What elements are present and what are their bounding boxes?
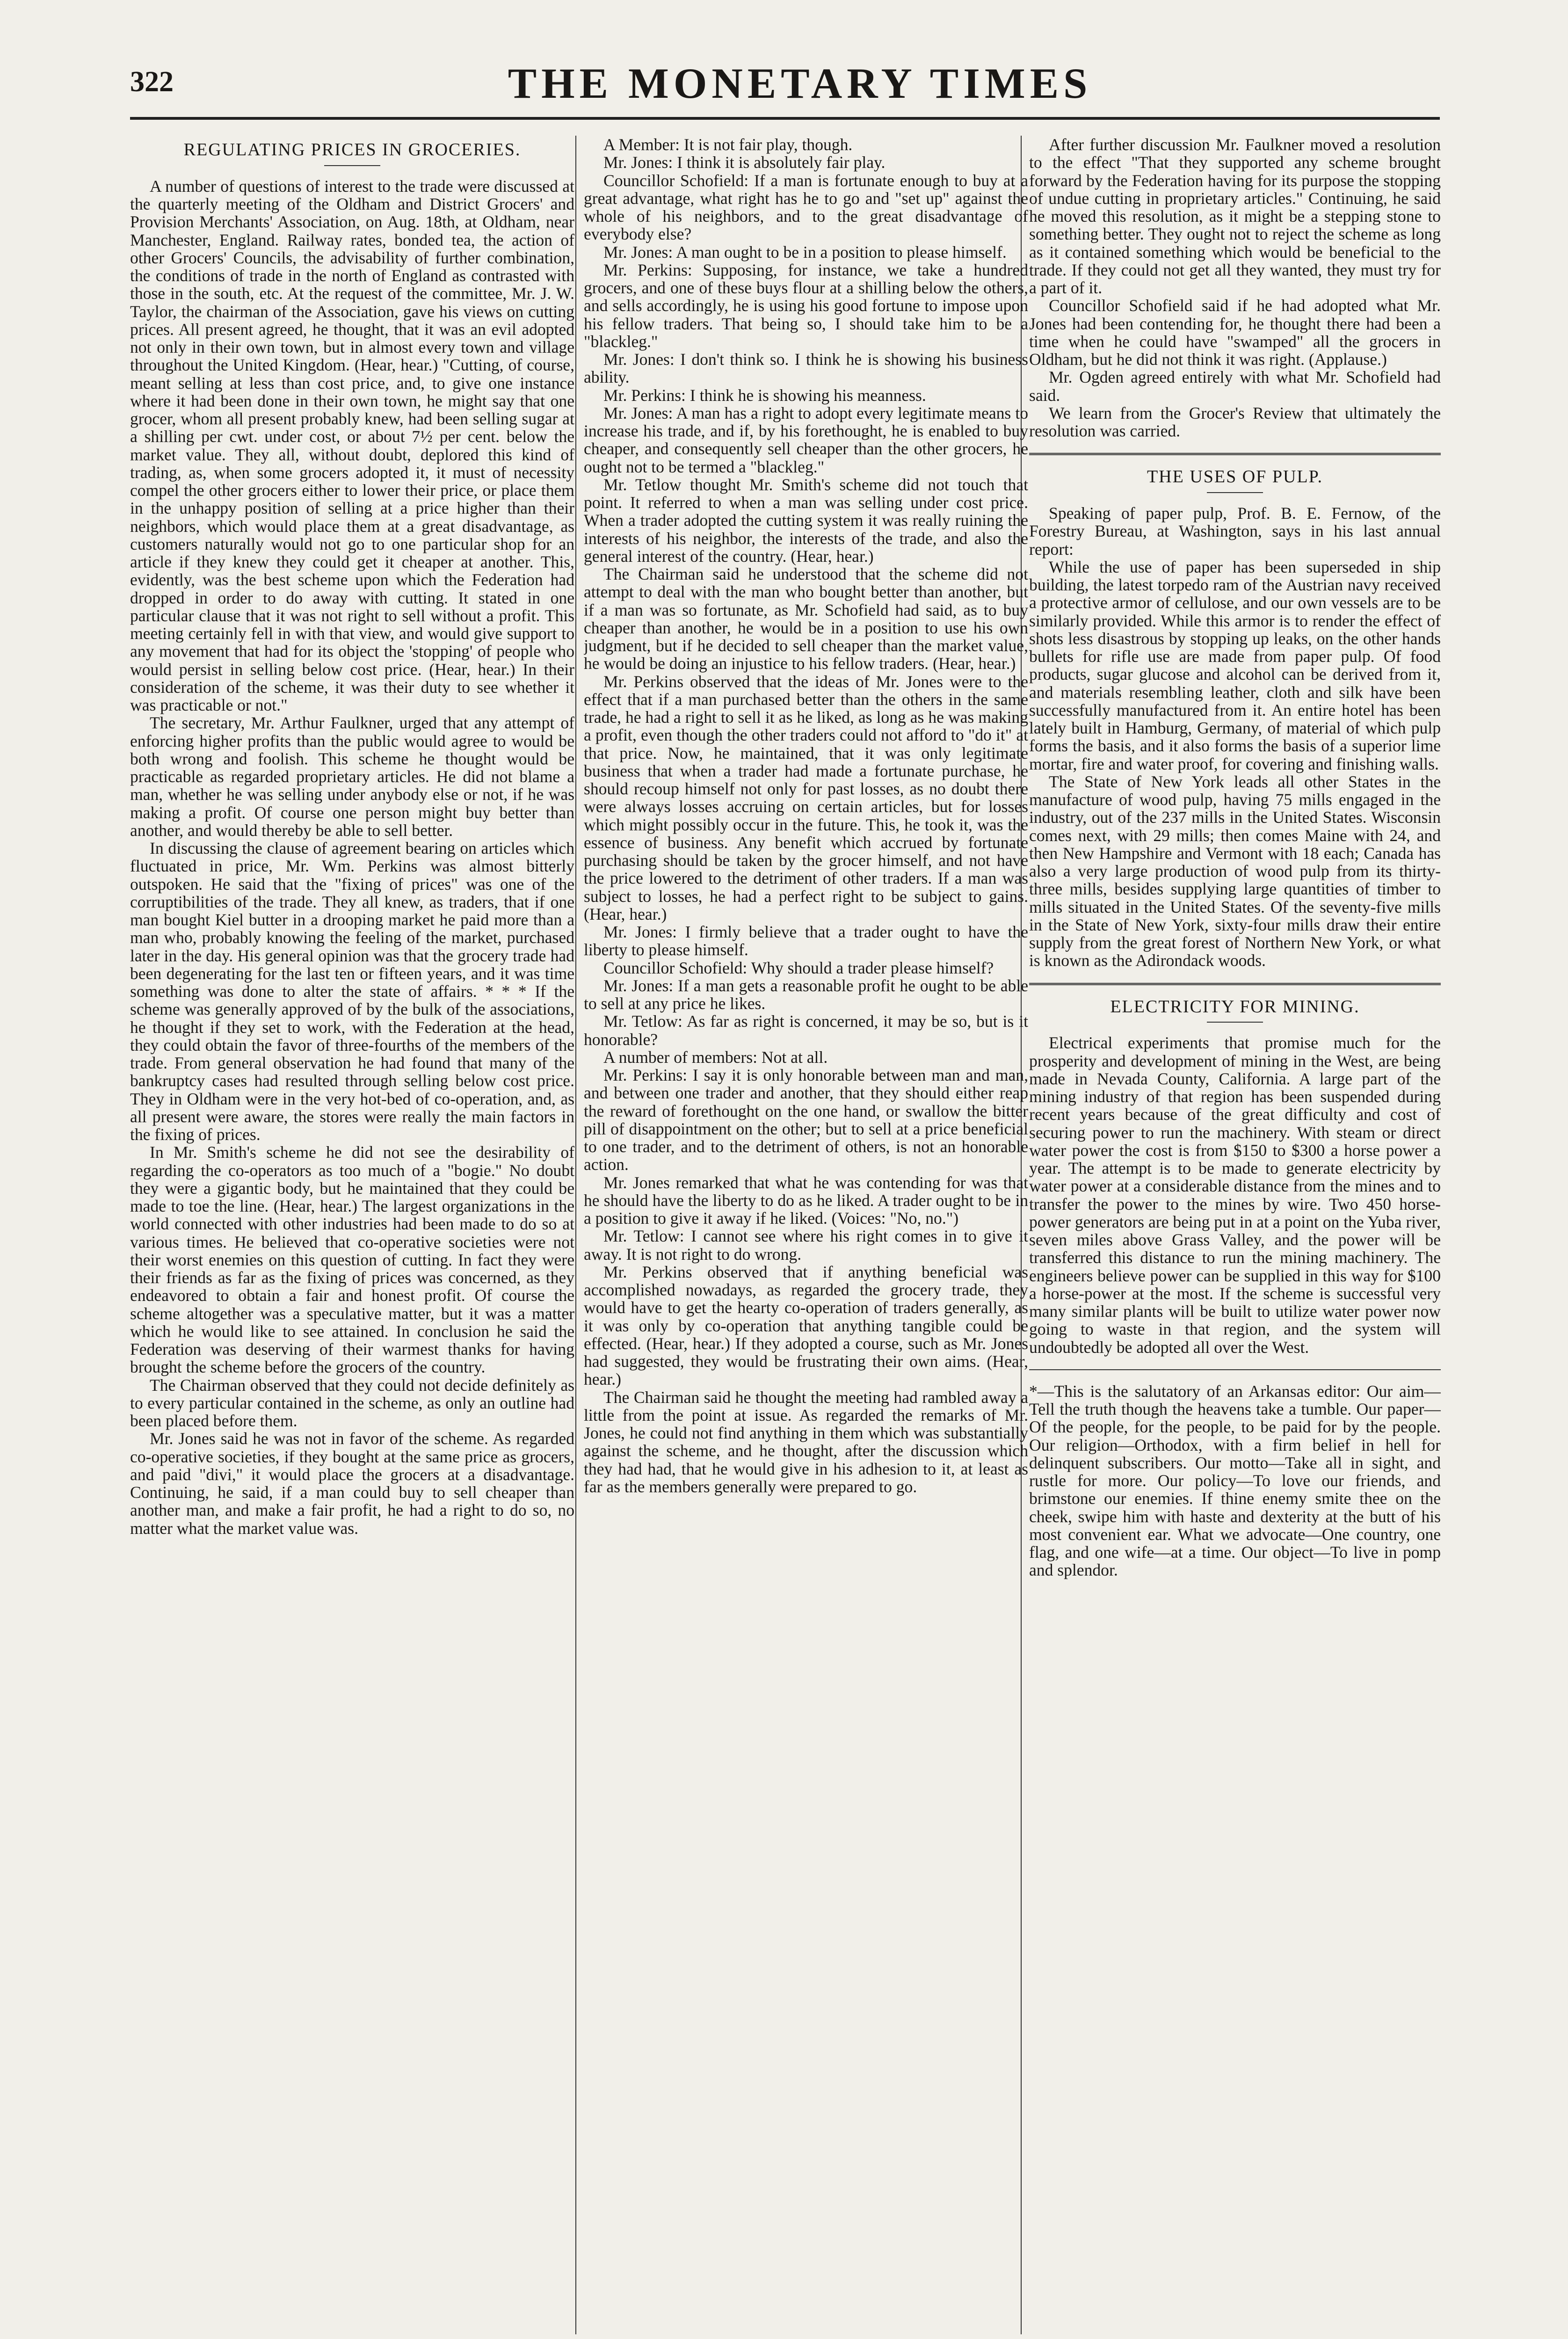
article-paragraph: Mr. Jones: I don't think so. I think he is showing his business ability. [584,350,1028,387]
article-paragraph: The Chairman observed that they could not decide definitely as to every particular contained in the scheme, as only an outline had been placed before them. [130,1375,574,1431]
column-1 [130,136,574,2339]
article-paragraph: Mr. Ogden agreed entirely with what Mr. Schofield had said. [1029,368,1441,405]
headline-rule [1207,492,1263,493]
page-number: 322 [130,66,174,98]
article-paragraph: The Chairman said he understood that the scheme did not attempt to deal with the man who bought better than another, but if a man was so fortunate, as Mr. Schofield had said, as to buy cheaper than another, he would be in a position to use his own judgment, but if he decided to sell cheaper than the market value, he would be doing an injustice to his fellow traders. (Hear, hear.) [584,565,1028,673]
article-paragraph: Mr. Perkins: I say it is only honorable between man and man, and between one trader and another, that they should either reap the reward of forethought on the one hand, or swallow the bitter pill of disappointment on the other; but to sell at a price beneficial to one trader, and to the detriment of others, is not an honorable action. [584,1066,1028,1174]
article-paragraph: A number of questions of interest to the trade were discussed at the quarterly meeting of the Oldham and District Grocers' and Provision Merchants' Association, on Aug. 18th, at Oldham, near Manchester, England. Railway rates, bonded tea, the action of other Grocers' Councils, the advisability of further combination, the conditions of trade in the north of England as contrasted with those in the south, etc. At the request of the committee, Mr. J. W. Taylor, the chairman of the Association, gave his views on cutting prices. All present agreed, he thought, that it was an evil adopted not only in their own town, but in almost every town and village throughout the United Kingdom. (Hear, hear.) "Cutting, of course, meant selling at less than cost price, and, to give one instance where it had been done in their own town, he might say that one grocer, whom all present probably knew, had been selling sugar at a shilling per cwt. under cost, or about 7½ per cent. below the market value. They all, without doubt, deplored this kind of trading, as, when some grocers adopted it, it must of necessity compel the other grocers either to lower their price, or place them in the unhappy position of selling at a price higher than their neighbors, which would place them at a great disadvantage, as customers naturally would not go to one particular shop for an article if they knew they could get it cheaper at another. This, evidently, was the best scheme upon which the Federation had dropped in order to do away with cutting. It stated in one particular clause that it was not right to sell without a profit. This meeting certainly fell in with that view, and would give support to any movement that had for its object the 'stopping' of people who would persist in selling below cost price. (Hear, hear.) In their consideration of the scheme, it was their duty to see whether it was practicable or not." [130,176,574,715]
masthead-rule [130,117,1440,120]
article-paragraph: Councillor Schofield: If a man is fortunate enough to buy at a great advantage, what right has he to go and "set up" against the whole of his neighbors, and to the great disadvantage of everybody else? [584,171,1028,244]
masthead-title: THE MONETARY TIMES [508,59,1092,107]
article-paragraph: Councillor Schofield said if he had adopted what Mr. Jones had been contending for, he thought there had been a time when he could have "swamped" all the grocers in Oldham, but he did not think it was right. (Applause.) [1029,296,1441,369]
article-paragraph: Mr. Jones: I think it is absolutely fair play. [603,153,886,172]
headline-rule [324,165,380,166]
column-3 [1029,136,1441,2339]
article-paragraph: Electrical experiments that promise much for the prosperity and development of mining in the West, are being made in Nevada County, California. A large part of the mining industry of that region has been suspended during recent years because of the great difficulty and cost of securing power to run the machinery. With steam or direct water power the cost is from $150 to $300 a horse power a year. The attempt is to be made to generate electricity by water power at a considerable distance from the mines and to transfer the power to the mines by wire. Two 450 horse-power generators are being put in at a point on the Yuba river, seven miles above Grass Valley, and the power will be transferred this distance to run the mining machinery. The engineers believe power can be supplied in this way for $100 a horse-power at the most. If the scheme is successful very many similar plants will be built to utilize water power now going to waste in that region, and the system will undoubtedly be adopted all over the West. [1029,1033,1441,1357]
section-divider [1029,983,1441,985]
article-headline: REGULATING PRICES IN GROCERIES. [183,140,521,160]
article-headline: THE USES OF PULP. [1147,467,1323,487]
article-paragraph: Mr. Jones remarked that what he was contending for was that he should have the liberty to do as he liked. A trader ought to be in a position to give it away if he liked. (Voices: "No, no.") [584,1173,1028,1228]
article-paragraph: Mr. Jones said he was not in favor of the scheme. As regarded co-operative societies, if they bought at the same price as grocers, and paid "divi," it would place the grocers at a disadvantage. Continuing, he said, if a man could buy to sell cheaper than another man, and make a fair profit, he had a right to do so, no matter what the market value was. [130,1429,574,1538]
headline-rule [1207,1022,1263,1023]
section-divider [1029,453,1441,455]
article-paragraph: While the use of paper has been superseded in ship building, the latest torpedo ram of the Austrian navy received a protective armor of cellulose, and our own vessels are to be similarly provided. While this armor is to render the effect of shots less disastrous by stopping up leaks, on the other hands bullets for rifle use are made from paper pulp. Of food products, sugar glucose and alcohol can be derived from it, and materials resembling leather, cloth and silk have been successfully manufactured from it. An entire hotel has been lately built in Hamburg, Germany, of material of which pulp forms the basis, and it also forms the basis of a superior lime mortar, fire and water proof, for covering and finishing walls. [1029,557,1441,773]
article-paragraph: Mr. Jones: I firmly believe that a trader ought to have the liberty to please himself. [584,923,1028,959]
article-paragraph: Mr. Jones: A man has a right to adopt every legitimate means to increase his trade, and if, by his forethought, he is enabled to buy cheaper, and consequently sell cheaper than the other grocers, he ought not to be termed a "blackleg." [584,403,1028,476]
article-paragraph: Mr. Tetlow: As far as right is concerned, it may be so, but is it honorable? [584,1012,1028,1049]
article-paragraph: A number of members: Not at all. [603,1047,828,1067]
article-paragraph: Mr. Jones: A man ought to be in a position to please himself. [603,242,1007,262]
article-paragraph: Councillor Schofield: Why should a trader please himself? [603,958,994,977]
column-divider [575,136,576,2334]
article-paragraph: Mr. Perkins: I think he is showing his meanness. [603,385,926,405]
article-paragraph: We learn from the Grocer's Review that ultimately the resolution was carried. [1029,403,1441,440]
article-paragraph: The Chairman said he thought the meeting had rambled away a little from the point at issue. As regarded the remarks of Mr. Jones, he could not find anything in them which was substantially against the scheme, and he thought, after the discussion which they had had, that he would give in his adhesion to it, at least as far as the members generally were prepared to go. [584,1387,1028,1496]
article-paragraph: Speaking of paper pulp, Prof. B. E. Fernow, of the Forestry Bureau, at Washington, says in his last annual report: [1029,504,1441,559]
footnote [1029,1382,1441,1579]
column-2 [584,136,1028,2339]
article-headline: ELECTRICITY FOR MINING. [1110,996,1360,1017]
article-paragraph: After further discussion Mr. Faulkner moved a resolution to the effect "That they supported any scheme brought forward by the Federation having for its purpose the stopping of undue cutting in proprietary articles." Continuing, he said he moved this resolution, as it might be a stepping stone to something better. They ought not to reject the scheme as long as it contained something which would be beneficial to the trade. If they could not get all they wanted, they must try for a part of it. [1029,136,1441,297]
footnote-text: *—This is the salutatory of an Arkansas editor: Our aim—Tell the truth though the heavens take a tumble. Our paper—Of the people, for the people, to be paid for by the people. Our religion—Orthodox, with a firm belief in hell for delinquent subscribers. Our motto—Take all in sight, and rustle for more. Our policy—To love our friends, and brimstone our enemies. If thine enemy smite thee on the cheek, swipe him with haste and dexterity at the butt of his most convenient ear. What we advocate—One country, one flag, and one wife—at a time. Our object—To live in pomp and splendor. [1029,1381,1441,1580]
article-paragraph: Mr. Jones: If a man gets a reasonable profit he ought to be able to sell at any price he likes. [584,976,1028,1013]
article-paragraph: Mr. Perkins observed that the ideas of Mr. Jones were to the effect that if a man purchased better than the others in the same trade, he had a right to sell it as he liked, as long as he was making a profit, even though the other traders could not afford to "do it" at that price. Now, he maintained, that it was only legitimate business that when a trader had made a fortunate purchase, he should recoup himself not only for past losses, as no doubt there were always losses accruing on certain articles, but for losses which might possibly occur in the future. This, he took it, was the essence of business. Any benefit which accrued by fortunate purchasing should be taken by the grocer himself, and not have the price lowered to the detriment of other traders. If a man was subject to losses, he had a perfect right to be subject to gains. (Hear, hear.) [584,672,1028,923]
section-divider [1029,1369,1441,1370]
article-paragraph: Mr. Perkins observed that if anything beneficial was accomplished nowadays, as regarded the grocery trade, they would have to get the hearty co-operation of traders generally, as it was only by co-operation that anything tangible could be effected. (Hear, hear.) If they adopted a course, such as Mr. Jones had suggested, they would be frustrating their own aims. (Hear, hear.) [584,1262,1028,1389]
article-paragraph: A Member: It is not fair play, though. [603,136,853,154]
article-paragraph: Mr. Tetlow thought Mr. Smith's scheme did not touch that point. It referred to when a man was selling under cost price. When a trader adopted the cutting system it was really ruining the interests of his neighbor, the interests of the trade, and also the general interest of the country. (Hear, hear.) [584,475,1028,566]
article-paragraph: The State of New York leads all other States in the manufacture of wood pulp, having 75 mills engaged in the industry, out of the 237 mills in the United States. Wisconsin comes next, with 29 mills; then comes Maine with 24, and then New Hampshire and Vermont with 18 each; Canada has also a very large production of wood pulp from its thirty-three mills, besides supplying large quantities of timber to mills situated in the United States. Of the seventy-five mills in the State of New York, sixty-four mills draw their entire supply from the great forest of Northern New York, or what is known as the Adirondack woods. [1029,772,1441,970]
article-paragraph: The secretary, Mr. Arthur Faulkner, urged that any attempt of enforcing higher profits than the public would agree to would be both wrong and foolish. This scheme he thought would be practicable as regarded proprietary articles. He did not blame a man, whether he was selling under anybody else or not, if he was making a profit. Of course one person might buy better than another, and would thereby be able to sell better. [130,713,574,840]
article-paragraph: In Mr. Smith's scheme he did not see the desirability of regarding the co-operators as too much of a "bogie." No doubt they were a gigantic body, but he maintained that they could be made to toe the line. (Hear, hear.) The largest organizations in the world connected with other industries had been made to do so at various times. He believed that co-operative societies were not their worst enemies on this question of cutting. In fact they were their friends as far as the fixing of prices was concerned, as they endeavored to obtain a fair and honest profit. Of course the scheme altogether was a speculative matter, but it was a matter which he would like to see attained. In conclusion he said the Federation was deserving of their warmest thanks for having brought the scheme before the grocers of the country. [130,1143,574,1377]
article-paragraph: Mr. Tetlow: I cannot see where his right comes in to give it away. It is not right to do wrong. [584,1227,1028,1264]
article-paragraph: In discussing the clause of agreement bearing on articles which fluctuated in price, Mr. Wm. Perkins was almost bitterly outspoken. He said that the "fixing of prices" was one of the corruptibilities of the trade. They all knew, as traders, that if one man bought Kiel butter in a drooping market he paid more than a man who, probably knowing the feeling of the market, purchased later in the day. His general opinion was that the grocery trade had been degenerating for the last ten or fifteen years, and it was time something was done to alter the state of affairs. * * * If the scheme was generally approved of by the bulk of the associations, he thought if they set to work, with the Federation at the head, they could obtain the favor of three-fourths of the members of the trade. From general observation he had found that many of the bankruptcy cases had resulted through selling below cost price. They in Oldham were in the very hot-bed of co-operation, and, as all present were aware, the stores were really the main factors in the fixing of prices. [130,839,574,1144]
article-paragraph: Mr. Perkins: Supposing, for instance, we take a hundred grocers, and one of these buys flour at a shilling below the others, and sells accordingly, he is using his good fortune to impose upon his fellow traders. That being so, I should take him to be a "blackleg." [584,260,1028,351]
